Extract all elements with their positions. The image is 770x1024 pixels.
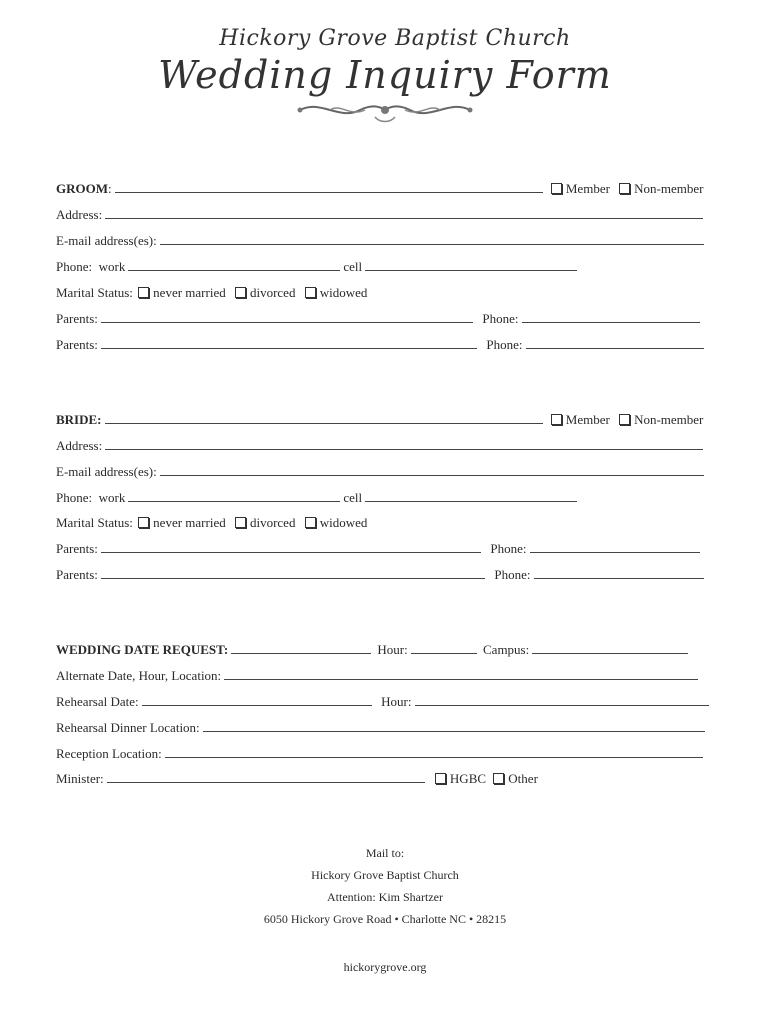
alternate-date-label: Alternate Date, Hour, Location: [56, 668, 222, 683]
alternate-date-field[interactable] [224, 667, 698, 680]
groom-work-phone-field[interactable] [128, 258, 340, 271]
rehearsal-date-label: Rehearsal Date: [56, 694, 139, 709]
groom-parents-phone-label: Phone: [482, 311, 519, 326]
bride-marital-label: Marital Status: [56, 515, 133, 530]
groom-email-label: E-mail address(es): [56, 233, 157, 248]
rehearsal-date-field[interactable] [142, 693, 372, 706]
groom-cell-phone-field[interactable] [365, 258, 577, 271]
groom-parents-field-2[interactable] [101, 336, 477, 349]
mail-church-name: Hickory Grove Baptist Church [311, 868, 459, 882]
bride-email-field[interactable] [160, 463, 704, 476]
bride-address-field[interactable] [105, 437, 703, 450]
bride-work-label: work [98, 490, 126, 505]
groom-name-row: GROOM: Member Non-member [56, 181, 704, 196]
groom-member-label: Member [565, 181, 610, 196]
wedding-hour-field[interactable] [411, 641, 477, 654]
wedding-date-label: WEDDING DATE REQUEST: [56, 642, 229, 657]
rehearsal-hour-label: Hour: [381, 694, 412, 709]
minister-row [56, 770, 538, 788]
bride-email-label: E-mail address(es): [56, 464, 157, 479]
bride-parents-label: Parents: [56, 541, 98, 556]
groom-parents-label: Parents: [56, 311, 98, 326]
groom-parents-row-2 [56, 336, 707, 354]
groom-parents-label-2: Parents: [56, 337, 98, 352]
hgbc-checkbox[interactable] [435, 773, 446, 784]
bride-nonmember-checkbox[interactable] [619, 414, 630, 425]
other-label: Other [508, 771, 538, 786]
form-title: Wedding Inquiry Form [158, 53, 612, 97]
form-header [0, 26, 770, 123]
groom-parents-phone-label-2: Phone: [486, 337, 523, 352]
bride-never-married-label: never married [153, 515, 226, 530]
bride-name-row [56, 411, 703, 429]
groom-address-label: Address: [56, 207, 103, 222]
bride-address-row [56, 437, 706, 455]
wedding-campus-field[interactable] [532, 641, 688, 654]
mail-to-label: Mail to: [365, 846, 405, 860]
groom-email-field[interactable] [160, 232, 704, 245]
bride-parents-phone-label: Phone: [490, 541, 527, 556]
minister-label: Minister: [56, 771, 104, 786]
bride-widowed-label: widowed [319, 515, 368, 530]
wedding-hour-label: Hour: [377, 642, 408, 657]
groom-phone-row [56, 258, 580, 276]
groom-address-field[interactable] [105, 206, 703, 219]
groom-email-row [56, 232, 707, 250]
groom-divorced-checkbox[interactable] [235, 287, 246, 298]
mail-street-address: 6050 Hickory Grove Road • Charlotte NC • 28215 [263, 912, 507, 926]
groom-label: GROOM [56, 181, 108, 196]
groom-phone-label: Phone: [56, 259, 93, 274]
rehearsal-dinner-field[interactable] [203, 719, 705, 732]
bride-parents-label-2: Parents: [56, 567, 98, 582]
bride-divorced-label: divorced [249, 515, 296, 530]
bride-member-label: Member [565, 412, 610, 427]
bride-parents-row-2 [56, 566, 707, 584]
wedding-date-field[interactable] [231, 641, 371, 654]
groom-widowed-checkbox[interactable] [305, 287, 316, 298]
rehearsal-date-row [56, 693, 712, 711]
reception-row [56, 745, 706, 763]
mail-attention: Attention: Kim Shartzer [327, 890, 443, 904]
alternate-date-row [56, 667, 701, 685]
minister-field[interactable] [107, 770, 425, 783]
groom-marital-row [56, 284, 367, 302]
bride-parents-phone-field-2[interactable] [534, 566, 704, 579]
bride-marital-row [56, 514, 367, 532]
reception-label: Reception Location: [56, 746, 162, 761]
bride-phone-row [56, 489, 580, 507]
groom-nonmember-label: Non-member [634, 181, 704, 196]
bride-label: BRIDE: [56, 412, 102, 427]
mailing-address [0, 842, 770, 930]
bride-divorced-checkbox[interactable] [235, 517, 246, 528]
bride-cell-phone-field[interactable] [365, 489, 577, 502]
bride-parents-row-1 [56, 540, 703, 558]
bride-parents-field-2[interactable] [101, 566, 485, 579]
groom-divorced-label: divorced [249, 285, 296, 300]
groom-never-married-label: never married [153, 285, 226, 300]
bride-nonmember-label: Non-member [634, 412, 704, 427]
groom-widowed-label: widowed [319, 285, 368, 300]
groom-address-row [56, 206, 706, 224]
other-checkbox[interactable] [493, 773, 504, 784]
groom-cell-label: cell [343, 259, 363, 274]
groom-parents-phone-field[interactable] [522, 310, 700, 323]
groom-work-label: work [98, 259, 126, 274]
rehearsal-dinner-row [56, 719, 708, 737]
groom-member-checkbox[interactable] [551, 183, 562, 194]
rehearsal-hour-field[interactable] [415, 693, 709, 706]
bride-address-label: Address: [56, 438, 103, 453]
bride-name-field[interactable] [105, 411, 543, 424]
reception-field[interactable] [165, 745, 703, 758]
bride-widowed-checkbox[interactable] [305, 517, 316, 528]
bride-cell-label: cell [343, 490, 363, 505]
bride-parents-phone-label-2: Phone: [494, 567, 531, 582]
groom-parents-phone-field-2[interactable] [526, 336, 704, 349]
church-name: Hickory Grove Baptist Church [219, 26, 571, 51]
groom-parents-field[interactable] [101, 310, 473, 323]
bride-work-phone-field[interactable] [128, 489, 340, 502]
hgbc-label: HGBC [449, 771, 487, 786]
wedding-campus-label: Campus: [483, 642, 530, 657]
groom-name-field[interactable] [115, 180, 543, 193]
bride-parents-field[interactable] [101, 540, 481, 553]
bride-email-row [56, 463, 707, 481]
bride-member-checkbox[interactable] [551, 414, 562, 425]
groom-parents-row-1 [56, 310, 703, 328]
ornament-icon [290, 97, 480, 123]
bride-never-married-checkbox[interactable] [138, 517, 149, 528]
wedding-date-row [56, 641, 691, 659]
bride-phone-label: Phone: [56, 490, 93, 505]
groom-nonmember-checkbox[interactable] [619, 183, 630, 194]
groom-marital-label: Marital Status: [56, 285, 133, 300]
groom-never-married-checkbox[interactable] [138, 287, 149, 298]
website-link[interactable]: hickorygrove.org [343, 960, 427, 974]
bride-parents-phone-field[interactable] [530, 540, 700, 553]
rehearsal-dinner-label: Rehearsal Dinner Location: [56, 720, 200, 735]
